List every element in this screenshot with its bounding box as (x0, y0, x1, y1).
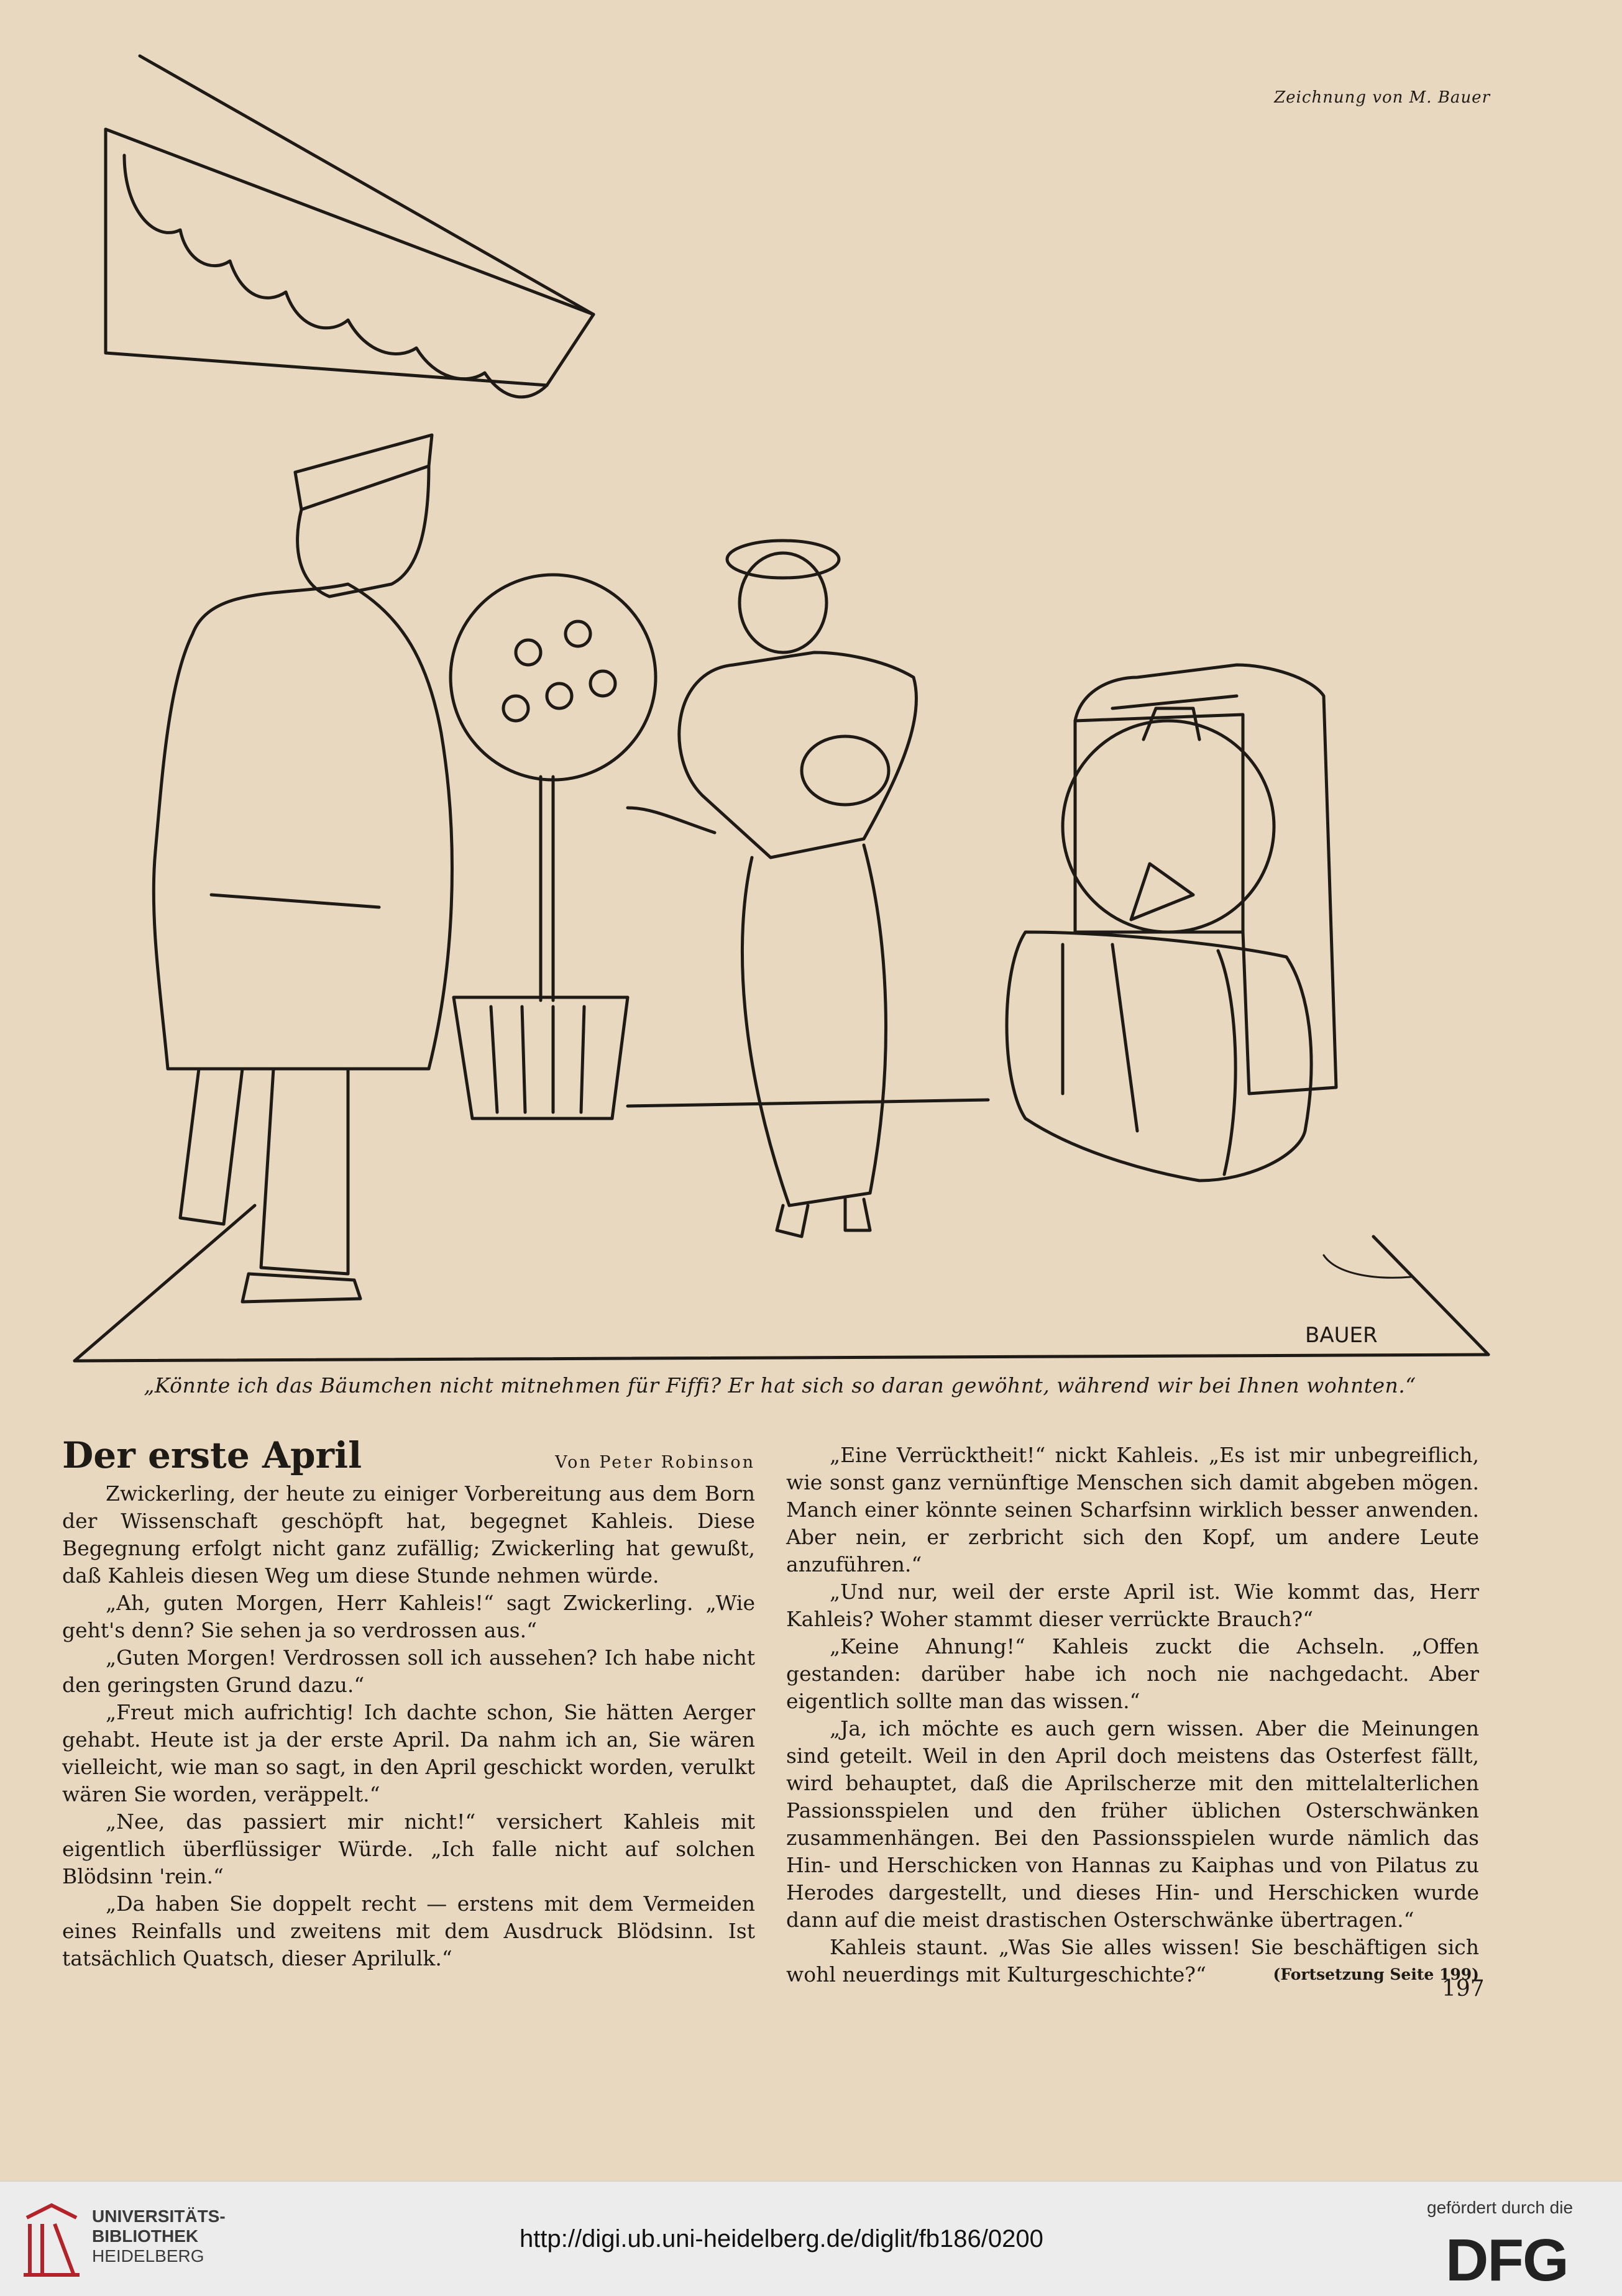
artist-signature: BAUER (1305, 1323, 1378, 1348)
library-line: UNIVERSITÄTS- (92, 2207, 226, 2226)
permalink-url[interactable]: http://digi.ub.uni-heidelberg.de/diglit/fb186/0200 (520, 2225, 1043, 2253)
illustration-caption: „Könnte ich das Bäumchen nicht mitnehmen für Fiffi? Er hat sich so daran gewöhnt, während wir bei Ihnen wohnten.“ (144, 1373, 1416, 1397)
funding-note: gefördert durch die (1427, 2198, 1574, 2217)
article-column-right (786, 1442, 1479, 1988)
paragraph: „Keine Ahnung!“ Kahleis zuckt die Achseln. „Offen gestanden: darüber habe ich noch nie nachgedacht. Aber eigentlich sollte man das wissen.“ (786, 1634, 1479, 1713)
dfg-logo[interactable]: DFG (1446, 2227, 1568, 2294)
cartoon-illustration (56, 37, 1504, 1373)
lady-drawing (628, 541, 917, 1237)
article-column-left (62, 1434, 755, 1972)
article-title: Der erste April (62, 1434, 362, 1476)
paragraph: „Und nur, weil der erste April ist. Wie kommt das, Herr Kahleis? Woher stammt dieser verrückte Brauch?“ (786, 1580, 1479, 1631)
university-library-logo-icon[interactable] (17, 2199, 86, 2280)
digitization-footer (0, 2181, 1622, 2296)
paragraph-text: Kahleis staunt. „Was Sie alles wissen! Sie beschäftigen sich wohl neuerdings mit Kulturgeschichte?“ (786, 1935, 1479, 1987)
library-name (92, 2207, 226, 2266)
luggage-drawing (1007, 665, 1336, 1181)
article-byline: Von Peter Robinson (555, 1453, 755, 1472)
paragraph: „Ah, guten Morgen, Herr Kahleis!“ sagt Zwickerling. „Wie geht's denn? Sie sehen ja so verdrossen aus.“ (62, 1591, 755, 1642)
headline-row (62, 1434, 755, 1476)
continuation-note: (Fortsetzung Seite 199) (1273, 1965, 1479, 1983)
potted-tree-drawing (451, 575, 656, 1118)
awning-drawing (106, 56, 593, 397)
library-line: HEIDELBERG (92, 2246, 204, 2266)
illustration-credit: Zeichnung von M. Bauer (1274, 88, 1490, 107)
porter-drawing (153, 435, 452, 1302)
page-number: 197 (1442, 1976, 1485, 2001)
paragraph (786, 1934, 1479, 1988)
paragraph: „Eine Verrücktheit!“ nickt Kahleis. „Es ist mir unbegreiflich, wie sonst ganz vernünftige Menschen sich damit abgeben mögen. Manch einer könnte seinen Scharfsinn wirklich besser anwenden. Aber nein, er zerbricht sich den Kopf, um andere Leute anzuführen.“ (786, 1443, 1479, 1576)
paragraph: „Nee, das passiert mir nicht!“ versichert Kahleis mit eigentlich überflüssiger Würde. „Ich falle nicht auf solchen Blödsinn 'rein.“ (62, 1809, 755, 1888)
library-line: BIBLIOTHEK (92, 2226, 199, 2246)
paragraph: Zwickerling, der heute zu einiger Vorbereitung aus dem Born der Wissenschaft geschöpft hat, begegnet Kahleis. Diese Begegnung erfolgt nicht ganz zufällig; Zwickerling hat gewußt, daß Kahleis diesen Weg um diese Stunde nehmen würde. (62, 1481, 755, 1588)
paragraph: „Guten Morgen! Verdrossen soll ich aussehen? Ich habe nicht den geringsten Grund dazu.“ (62, 1645, 755, 1697)
paragraph: „Ja, ich möchte es auch gern wissen. Aber die Meinungen sind geteilt. Weil in den April doch meistens das Osterfest fällt, wird behauptet, daß die Aprilscherze mit den mittelalterlichen Passionsspielen und den früher üblichen Osterschwänken zusammenhängen. Bei den Passionsspielen wurde nämlich das Hin- und Herschicken von Hannas zu Kaiphas und von Pilatus zu Herodes dargestellt, und dieses Hin- und Herschicken wurde dann auf die meist drastischen Osterschwänke übertragen.“ (786, 1716, 1479, 1932)
paragraph: „Freut mich aufrichtig! Ich dachte schon, Sie hätten Aerger gehabt. Heute ist ja der erste April. Da nahm ich an, Sie wären vielleicht, wie man so sagt, in den April geschickt worden, verulkt wären Sie worden, veräppelt.“ (62, 1700, 755, 1806)
paragraph: „Da haben Sie doppelt recht — erstens mit dem Vermeiden eines Reinfalls und zweitens mit dem Ausdruck Blödsinn. Ist tatsächlich Quatsch, dieser Aprilulk.“ (62, 1891, 755, 1970)
